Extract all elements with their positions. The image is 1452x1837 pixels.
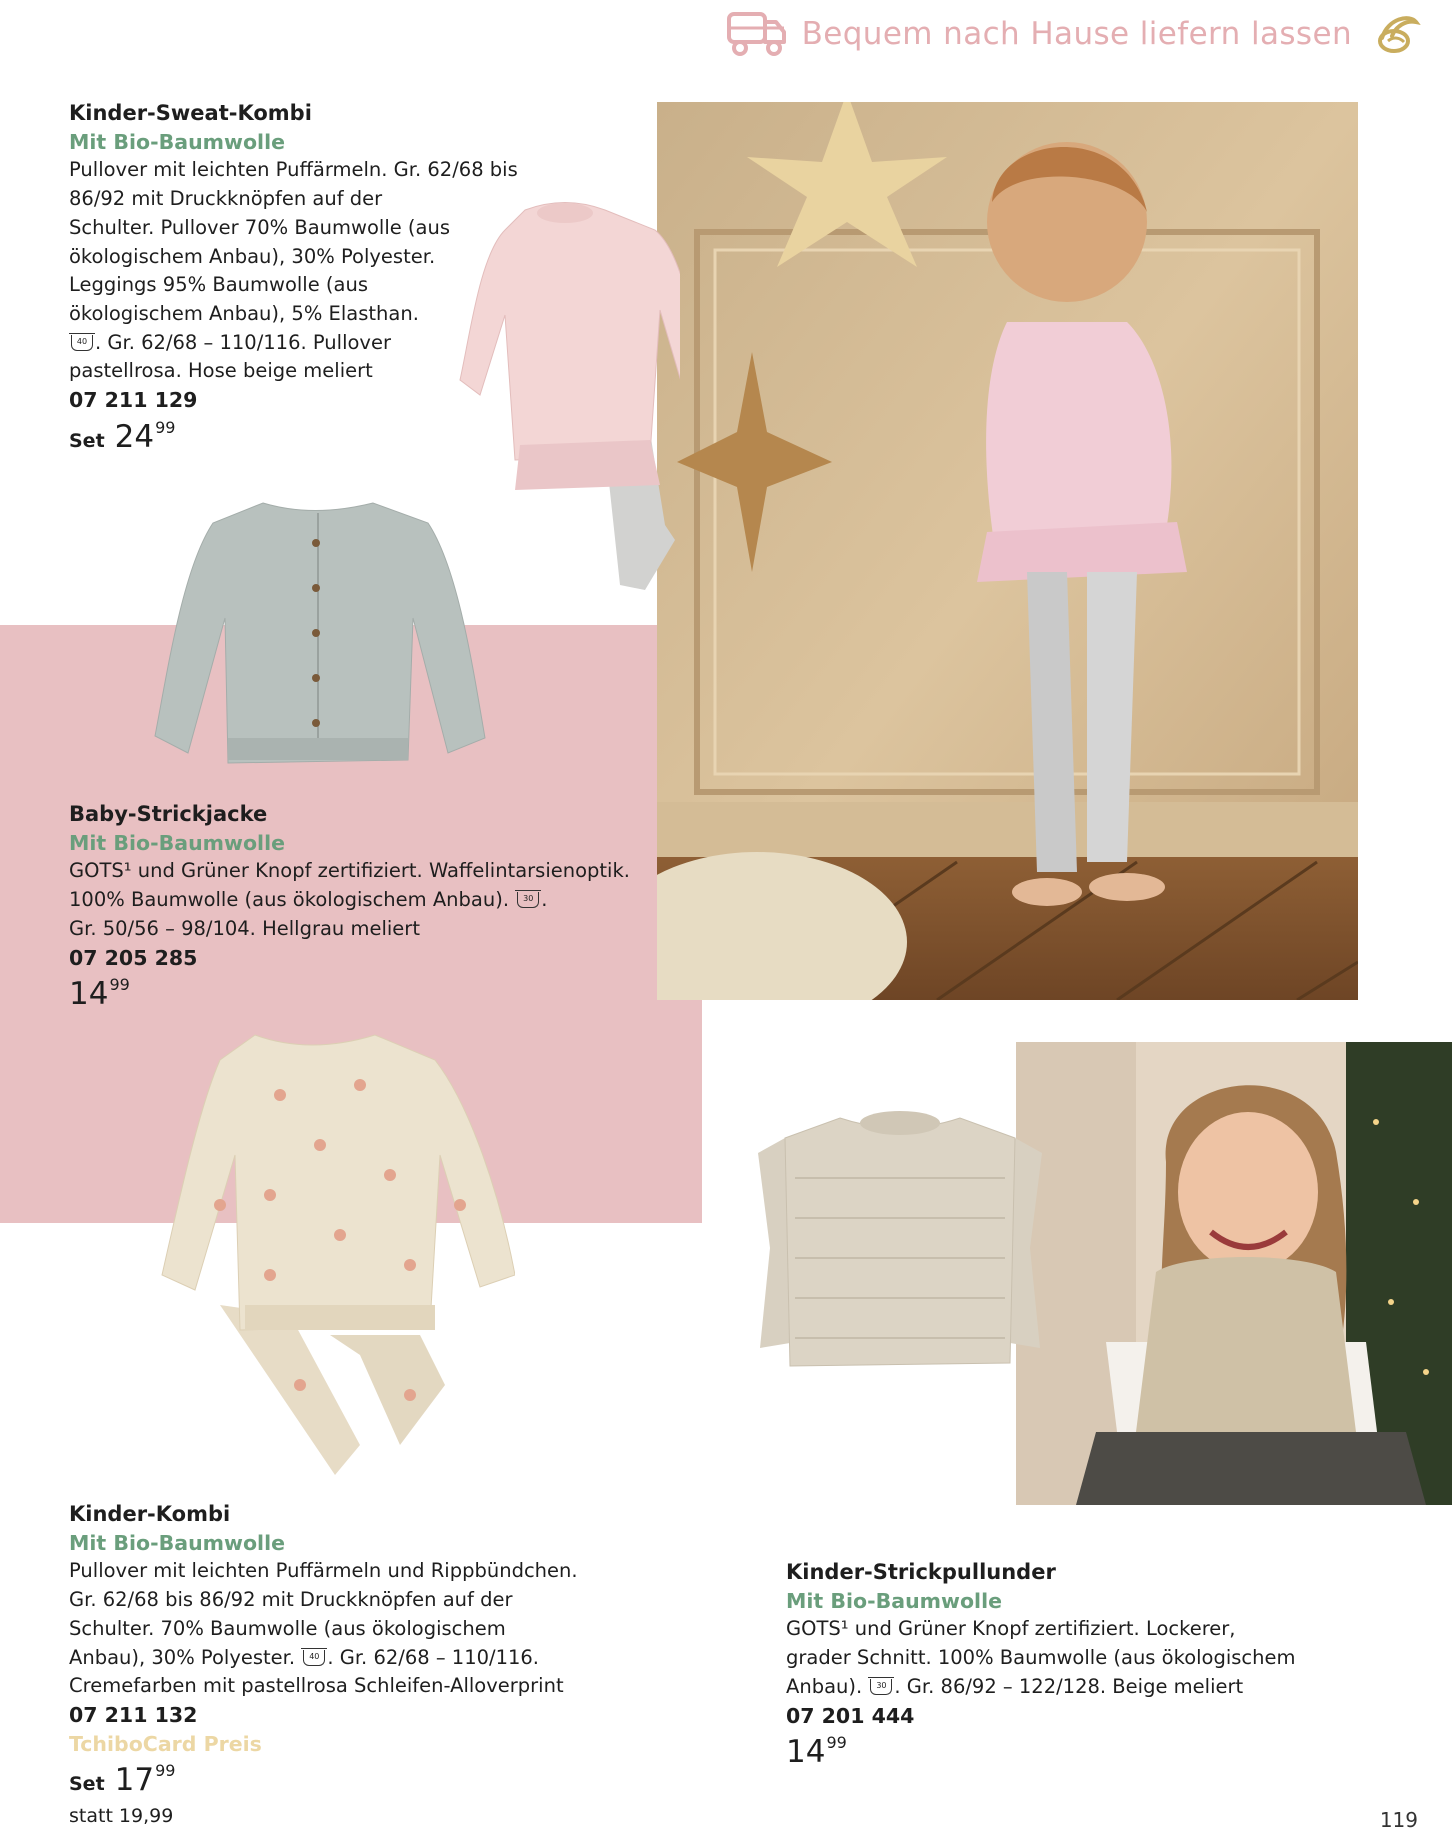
- product-description-wash-line: 100% Baumwolle (aus ökologischem Anbau). 30 .: [69, 888, 548, 912]
- article-number: 07 201 444: [786, 1703, 915, 1728]
- product-title: Kinder-Kombi: [69, 1502, 231, 1526]
- article-number: 07 211 132: [69, 1702, 198, 1727]
- washing-30-icon: 30: [517, 892, 539, 908]
- product-description: Pullover mit leichten Puffärmeln und Rippbündchen. Gr. 62/68 bis 86/92 mit Druckknöpfen auf der Schulter. 70% Baumwolle (aus ökologischem: [69, 1559, 578, 1640]
- delivery-header[interactable]: [726, 6, 1422, 62]
- product-subtitle: Mit Bio-Baumwolle: [69, 129, 286, 154]
- product-description: GOTS¹ und Grüner Knopf zertifiziert. Waffelintarsienoptik.: [69, 859, 630, 883]
- product-title: Baby-Strickjacke: [69, 802, 268, 826]
- product-description-size: Gr. 50/56 – 98/104. Hellgrau meliert: [69, 916, 420, 940]
- washing-40-icon: 40: [71, 335, 93, 351]
- product-subtitle: Mit Bio-Baumwolle: [69, 830, 286, 855]
- pullunder-product-image: [750, 1108, 1050, 1378]
- bow-print-set-product-image: [160, 1025, 515, 1480]
- product-description: Pullover mit leichten Puffärmeln. Gr. 62/68 bis 86/92 mit Druckknöpfen auf der Schulter. Pullover 70% Baumwolle (aus ökologischem Anbau), 30% Polyester. Leggings 95% Baumwolle (aus ökologischem Anbau), 5% Elasthan.: [69, 158, 518, 325]
- cardigan-product-image: [153, 498, 489, 770]
- kinder-kombi-text: [69, 1500, 689, 1831]
- product-subtitle: Mit Bio-Baumwolle: [786, 1588, 1003, 1613]
- washing-40-icon: 40: [303, 1650, 325, 1666]
- product-description-wash-line: Anbau). 30 . Gr. 86/92 – 122/128. Beige meliert: [786, 1674, 1244, 1698]
- price: 14 99: [69, 975, 130, 1013]
- pullunder-text: [786, 1558, 1386, 1772]
- toddler-photo: [657, 102, 1358, 1000]
- tchibo-bean-logo-icon: [1370, 8, 1422, 60]
- product-subtitle: Mit Bio-Baumwolle: [69, 1530, 286, 1555]
- washing-30-icon: 30: [870, 1679, 892, 1695]
- product-title: Kinder-Strickpullunder: [786, 1560, 1056, 1584]
- product-description-color: Cremefarben mit pastellrosa Schleifen-Alloverprint: [69, 1674, 564, 1698]
- product-description-color: pastellrosa. Hose beige meliert: [69, 359, 373, 383]
- delivery-truck-icon: [726, 8, 788, 60]
- price: Set 17 99: [69, 1761, 176, 1799]
- old-price: statt 19,99: [69, 1805, 174, 1828]
- tchibocard-price-label: TchiboCard Preis: [69, 1731, 262, 1756]
- girl-photo: [1016, 1042, 1452, 1505]
- product-description: GOTS¹ und Grüner Knopf zertifiziert. Lockerer, grader Schnitt. 100% Baumwolle (aus ökologischem: [786, 1617, 1296, 1670]
- article-number: 07 205 285: [69, 945, 198, 970]
- page-number: 119: [1379, 1808, 1418, 1832]
- price: 14 99: [786, 1733, 847, 1771]
- product-description-wash-line: Anbau), 30% Polyester. 40 . Gr. 62/68 – 110/116.: [69, 1645, 539, 1669]
- strickjacke-text: [69, 800, 669, 1014]
- delivery-header-text: Bequem nach Hause liefern lassen: [801, 16, 1352, 52]
- article-number: 07 211 129: [69, 388, 198, 413]
- price: Set 24 99: [69, 417, 176, 455]
- product-description-wash-line: 40 . Gr. 62/68 – 110/116. Pullover: [69, 329, 549, 358]
- sweat-kombi-text: [69, 99, 549, 456]
- product-title: Kinder-Sweat-Kombi: [69, 101, 312, 125]
